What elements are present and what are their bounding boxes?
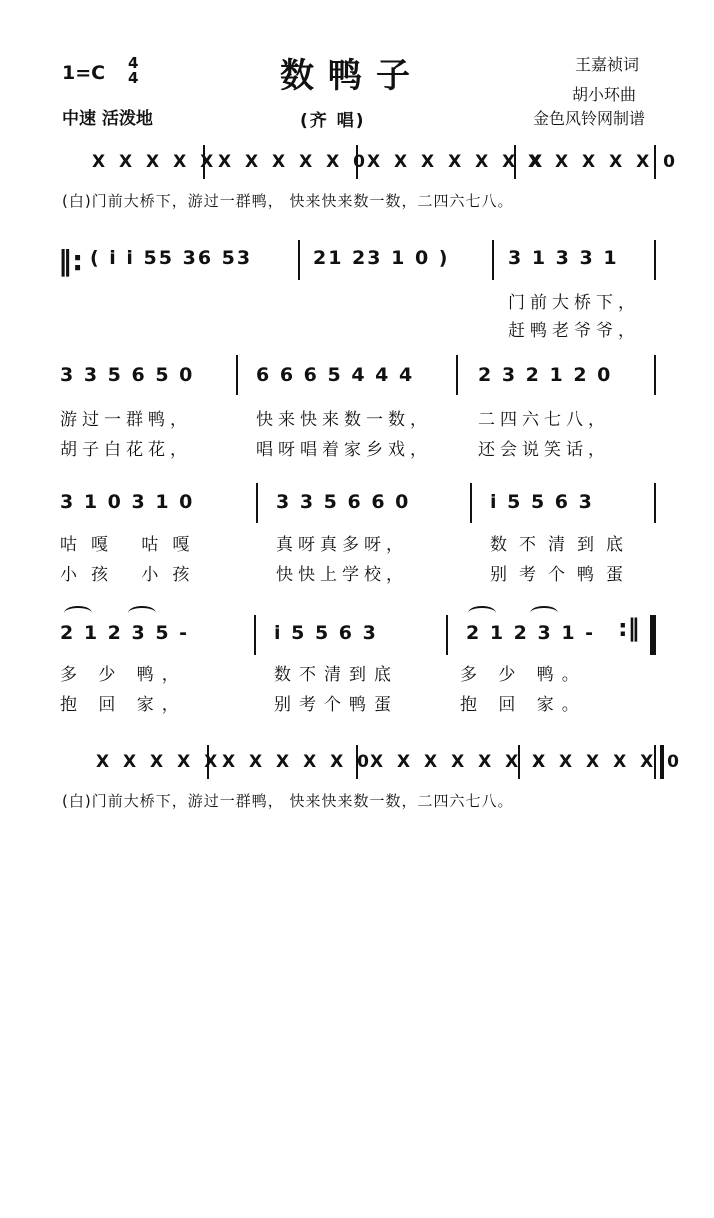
barline (256, 483, 258, 523)
outro-measure-3: X X X X X X X (370, 752, 550, 772)
line3-verse2-phrase3: 别考个鸭蛋 (490, 565, 635, 585)
intro-measure-2: X X X X X 0 (218, 152, 369, 172)
barline (492, 240, 494, 280)
barline (470, 483, 472, 523)
line3-verse1-phrase1: 咕嘎 咕嘎 (60, 535, 204, 555)
line2-verse2-phrase3: 还会说笑话， (478, 440, 610, 460)
line4-verse2-phrase3: 抱 回 家。 (460, 695, 587, 715)
line3-measure-1: 3 1 0 3 1 0 (60, 491, 195, 513)
time-signature-top: 4 (128, 54, 139, 72)
repeat-end-sign: :‖ (618, 614, 640, 642)
barline (236, 355, 238, 395)
line2-measure-1: 3 3 5 6 5 0 (60, 364, 195, 386)
performance-mode: (齐 唱) (300, 111, 366, 131)
time-signature (128, 56, 138, 86)
line1-verse1: 门前大桥下， (508, 293, 640, 313)
line4-verse1-phrase3: 多 少 鸭。 (460, 665, 587, 685)
outro-speech: (白)门前大桥下，游过一群鸭， 快来快来数一数，二四六七八。 (62, 792, 514, 810)
time-signature-bottom: 4 (128, 69, 139, 87)
lyricist-credit: 王嘉祯词 (575, 55, 640, 74)
barline (654, 483, 656, 523)
intro-speech: (白)门前大桥下，游过一群鸭， 快来快来数一数，二四六七八。 (62, 192, 514, 210)
line2-verse2-phrase2: 唱呀唱着家乡戏， (256, 440, 432, 460)
barline (654, 615, 656, 655)
line4-verse1-phrase2: 数不清到底 (274, 665, 399, 685)
line2-verse1-phrase3: 二四六七八， (478, 410, 610, 430)
line2-verse1-phrase2: 快来快来数一数， (256, 410, 432, 430)
line4-measure-2: i 5 5 6 3 (274, 622, 378, 644)
outro-measure-4: X X X X X 0 (532, 752, 683, 772)
line3-verse2-phrase1: 小孩 小孩 (60, 565, 204, 585)
line4-verse2-phrase2: 别考个鸭蛋 (274, 695, 399, 715)
intro-measure-3: X X X X X X X (367, 152, 547, 172)
song-title: 数鸭子 (280, 56, 424, 96)
intro-measure-1: X X X X X (92, 152, 218, 172)
line2-verse2-phrase1: 胡子白花花， (60, 440, 192, 460)
line1-measure-2: 21 23 1 0 ) (313, 247, 450, 269)
barline (298, 240, 300, 280)
repeat-start-sign: ‖: (58, 244, 84, 277)
system-4 (0, 600, 714, 720)
line3-measure-3: i 5 5 6 3 (490, 491, 594, 513)
line2-measure-2: 6 6 6 5 4 4 4 (256, 364, 415, 386)
key-signature: 1=C (62, 62, 106, 84)
line4-measure-3: 2 1 2 3 1 - (466, 622, 596, 644)
line2-measure-3: 2 3 2 1 2 0 (478, 364, 613, 386)
line1-verse2: 赶鸭老爷爷， (508, 321, 640, 341)
line4-verse2-phrase1: 抱 回 家， (60, 695, 187, 715)
line3-measure-2: 3 3 5 6 6 0 (276, 491, 411, 513)
outro-measure-2: X X X X X 0 (222, 752, 373, 772)
outro-measure-1: X X X X X (96, 752, 222, 772)
line1-measure-1: ( i i 55 36 53 (90, 247, 253, 269)
barline (446, 615, 448, 655)
composer-credit: 胡小环曲 (572, 85, 637, 104)
outro-system (0, 740, 714, 820)
line3-verse1-phrase3: 数不清到底 (490, 535, 635, 555)
barline (456, 355, 458, 395)
line2-verse1-phrase1: 游过一群鸭， (60, 410, 192, 430)
line3-verse1-phrase2: 真呀真多呀， (276, 535, 408, 555)
line4-measure-1: 2 1 2 3 5 - (60, 622, 190, 644)
line1-measure-3: 3 1 3 3 1 (508, 247, 619, 269)
barline (654, 240, 656, 280)
intro-system (0, 140, 714, 220)
barline (654, 355, 656, 395)
system-2 (0, 350, 714, 460)
barline (254, 615, 256, 655)
system-3 (0, 478, 714, 588)
system-1 (0, 232, 714, 342)
tempo-marking: 中速 活泼地 (62, 109, 153, 129)
final-barline (650, 615, 654, 655)
score-maker-credit: 金色风铃网制谱 (533, 109, 646, 128)
line3-verse2-phrase2: 快快上学校， (276, 565, 408, 585)
intro-measure-4: X X X X X 0 (528, 152, 679, 172)
line4-verse1-phrase1: 多 少 鸭， (60, 665, 187, 685)
